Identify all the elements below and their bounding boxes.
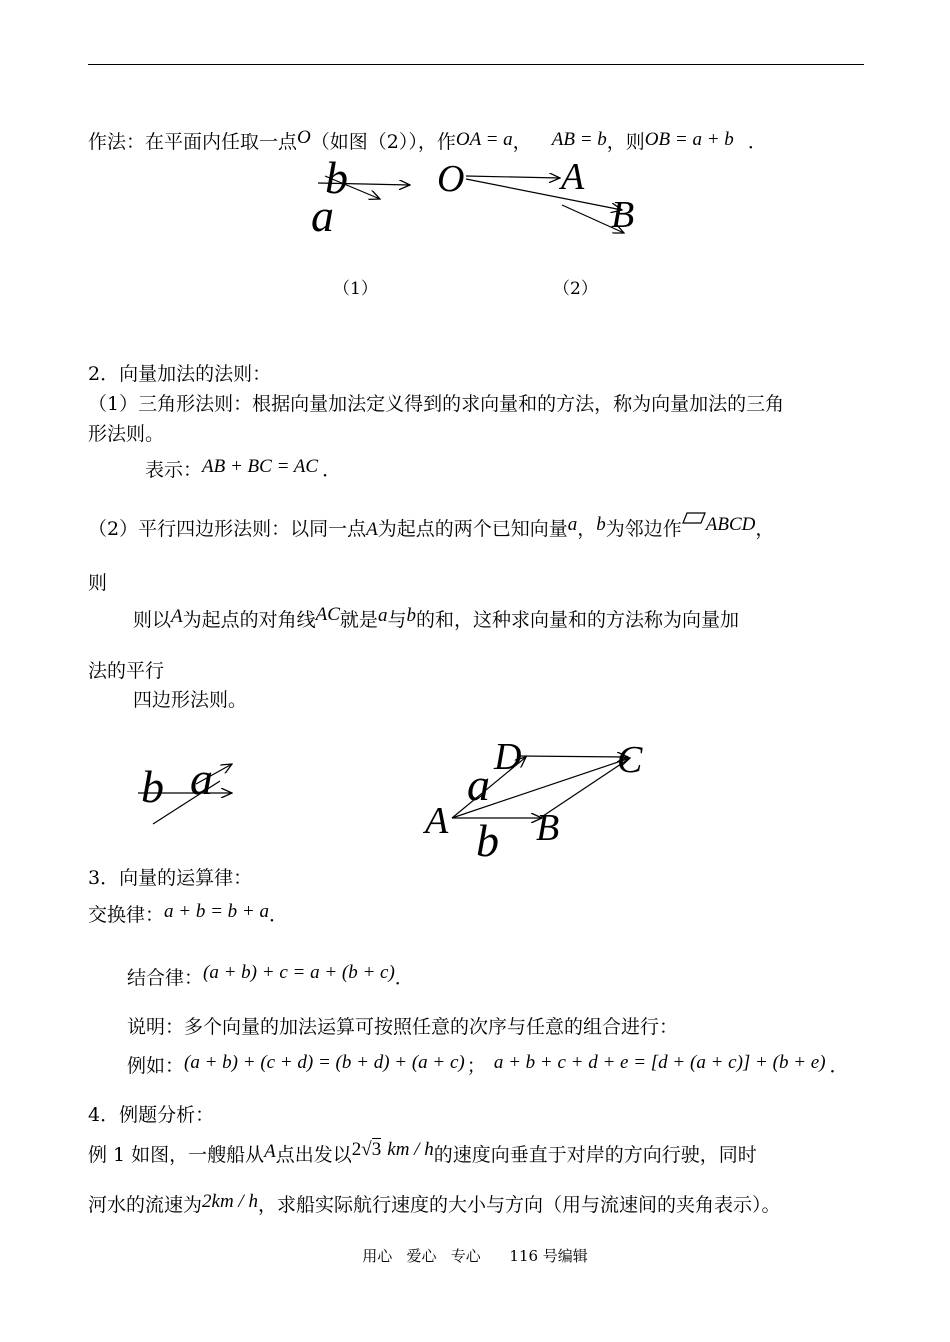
example-formula-2: a + b + c + d + e = [d + (a + c)] + (b + e)	[493, 1052, 826, 1073]
construction-line: 作法：在平面内任取一点O（如图（2）），作OA = a， AB = b，则OB = a + b ．	[88, 127, 767, 153]
example-line: 例如：(a + b) + (c + d) = (b + d) + (a + c) ； a + b + c + d + e = [d + (a + c)] + (b + e) ．	[127, 1052, 849, 1077]
rule-1-representation: 表示：AB + BC = AC ．	[145, 456, 342, 481]
fig1-label-A: A	[561, 156, 585, 198]
flow-speed: 2km / h	[202, 1191, 258, 1212]
rule-2-then: 则	[88, 572, 108, 594]
fig2-label-B: B	[536, 807, 560, 849]
fig2-DC-arrow	[518, 756, 628, 757]
eq-ob: OB = a + b	[644, 129, 734, 150]
fig2-left-label-b: b	[141, 761, 164, 812]
section-4-heading: 4．例题分析：	[88, 1104, 215, 1126]
associative-formula: (a + b) + c = a + (b + c)	[203, 962, 395, 983]
rule-1-line-2: 形法则。	[88, 423, 165, 445]
example-1-line-2: 河水的流速为2km / h，求船实际航行速度的大小与方向（用与流速间的夹角表示）。	[88, 1191, 781, 1216]
example-1-line-1: 例 1 如图，一艘船从A点出发以2√3 km / h的速度向垂直于对岸的方向行驶，同时	[88, 1139, 757, 1166]
eq-ab: AB = b	[551, 129, 607, 150]
fig2-left-label-a: a	[190, 753, 213, 804]
page-footer: 用心 爱心 专心 116 号编辑	[362, 1247, 588, 1265]
rule-2-line-2: 法的平行	[88, 660, 165, 682]
fig1-label-B: B	[611, 194, 635, 236]
example-formula-1: (a + b) + (c + d) = (b + d) + (a + c)	[184, 1052, 465, 1073]
section-3-heading: 3．向量的运算律：	[88, 867, 253, 889]
fig1-label-b: b	[325, 152, 348, 203]
commutative-law: 交换律：a + b = b + a．	[88, 901, 288, 926]
rule-1-line-1: （1）三角形法则：根据向量加法定义得到的求向量和的方法，称为向量加法的三角	[88, 393, 785, 415]
fig2-label-b: b	[476, 815, 499, 866]
triangle-formula: AB + BC = AC	[202, 456, 319, 477]
speed-value: 2√3	[351, 1139, 382, 1160]
fig2-label-a: a	[467, 759, 490, 810]
caption-1: （1）	[333, 279, 378, 299]
eq-oa: OA = a	[455, 129, 513, 150]
commutative-formula: a + b = b + a	[164, 901, 269, 922]
fig1-label-O: O	[437, 158, 465, 200]
rule-2-line-3: 四边形法则。	[133, 689, 248, 711]
fig2-label-C: C	[617, 739, 643, 781]
section-2-heading: 2．向量加法的法则：	[88, 363, 272, 385]
rule-2-diagonal-line: 则以A为起点的对角线AC就是a与b的和，这种求向量和的方法称为向量加	[133, 604, 739, 631]
fig2-label-A: A	[425, 800, 449, 842]
sqrt-symbol: √	[361, 1139, 372, 1160]
caption-2: （2）	[553, 279, 598, 299]
rule-2-line-1: （2）平行四边形法则：以同一点A为起点的两个已知向量a，b为邻边作 ABCD，	[88, 518, 774, 542]
note-line: 说明：多个向量的加法运算可按照任意的次序与任意的组合进行：	[127, 1016, 679, 1038]
fig1-label-a: a	[311, 190, 334, 241]
associative-law: 结合律：(a + b) + c = a + (b + c)．	[127, 962, 414, 989]
speed-unit: km / h	[387, 1139, 434, 1160]
fig2-label-D: D	[494, 736, 522, 778]
